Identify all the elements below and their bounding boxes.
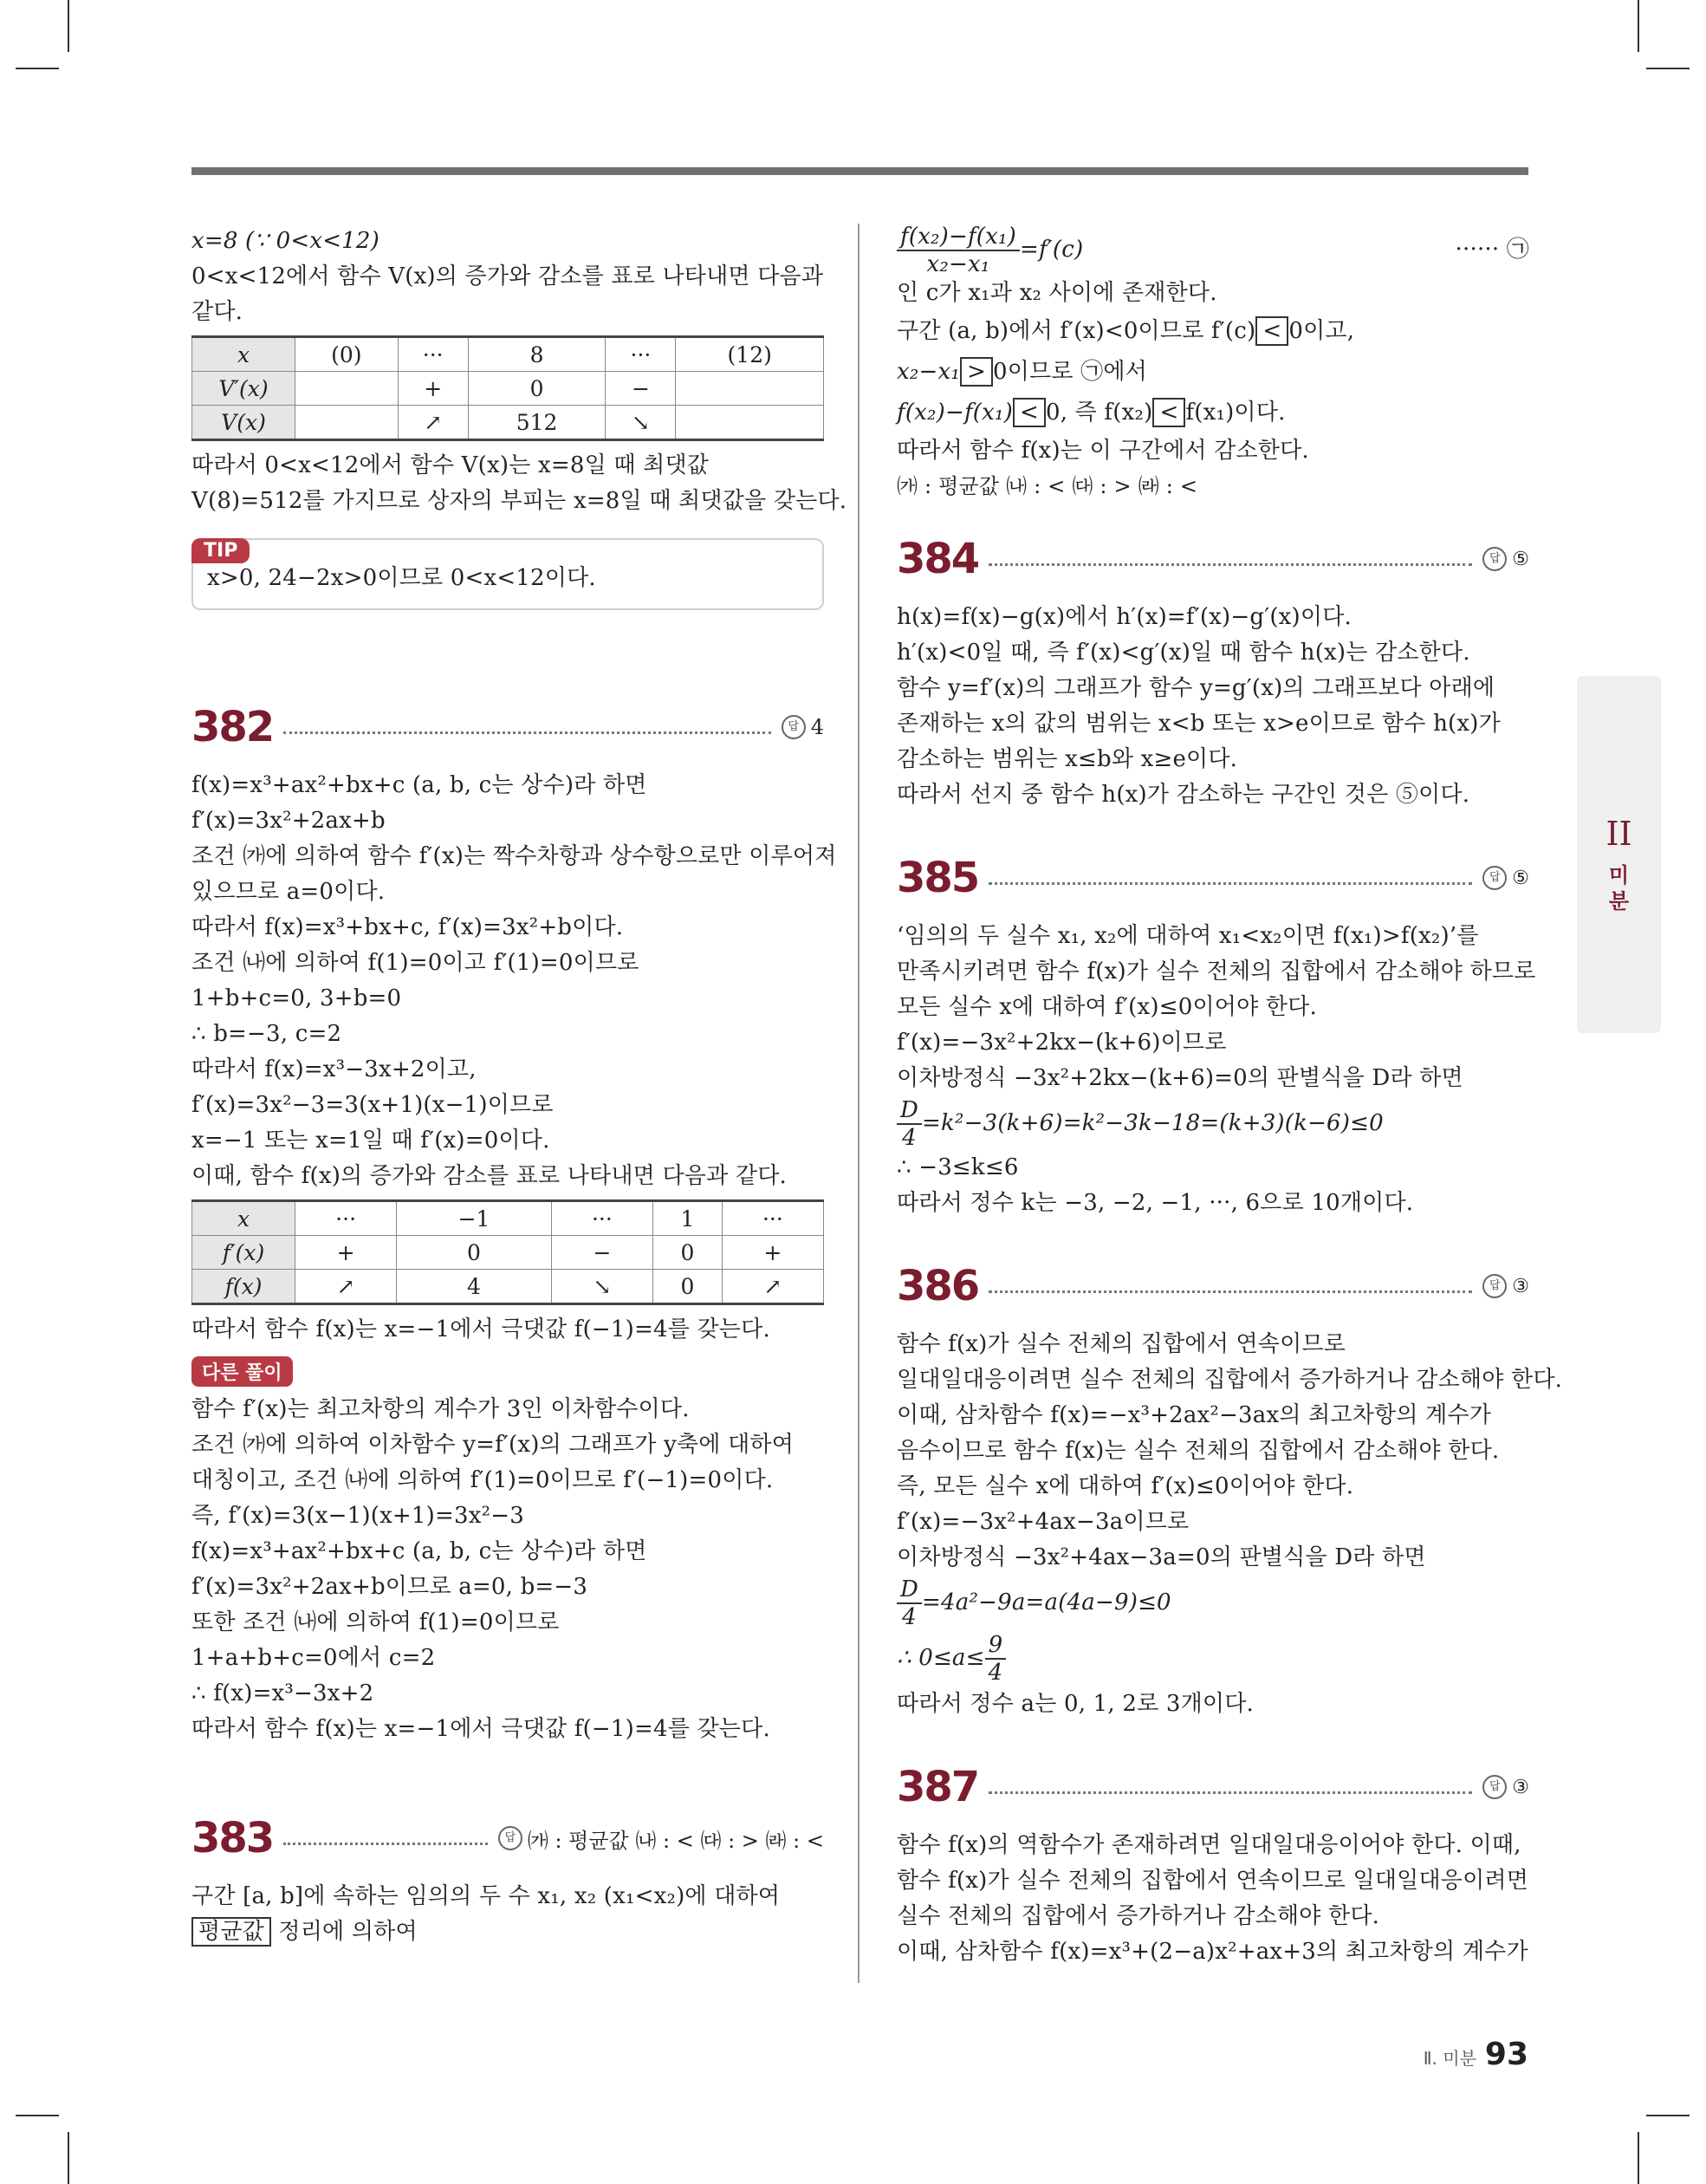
- boxed-answer: <: [1013, 398, 1046, 427]
- solution-text: f(x₁)이다.: [1185, 400, 1286, 426]
- table-cell: 1: [653, 1201, 723, 1236]
- answer-value: ⑤: [1512, 548, 1529, 570]
- alt-solution-line: f′(x)=3x²+2ax+b이므로 a=0, b=−3: [191, 1574, 588, 1600]
- problem-385-header: [897, 848, 1529, 908]
- table-cell: ···: [722, 1201, 823, 1236]
- solution-line: [897, 311, 1529, 352]
- solution-line: 함수 f(x)가 실수 전체의 집합에서 연속이므로: [897, 1331, 1346, 1357]
- problem-number: 383: [191, 1814, 274, 1862]
- table-row: [192, 1270, 824, 1304]
- solution-line: 따라서 f(x)=x³−3x+2이고,: [191, 1056, 477, 1082]
- table-cell: V′(x): [192, 372, 295, 406]
- fraction: [897, 224, 1020, 277]
- table-cell: +: [398, 372, 468, 406]
- table-cell: [676, 372, 824, 406]
- discriminant-equation: [897, 1576, 1529, 1629]
- solution-line: 따라서 선지 중 함수 h(x)가 감소하는 구간인 것은 ⑤이다.: [897, 782, 1470, 808]
- answer-value: ⑤: [1512, 867, 1529, 889]
- footer-chapter-label: Ⅱ. 미분: [1423, 2048, 1476, 2069]
- solution-text: 0이고,: [1288, 318, 1355, 344]
- solution-line: [897, 352, 1529, 393]
- equation-text: ∴ 0≤a≤: [897, 1645, 985, 1671]
- alt-solution-line: 조건 ㈎에 의하여 이차함수 y=f′(x)의 그래프가 y축에 대하여: [191, 1432, 795, 1458]
- problem-384-header: [897, 529, 1529, 589]
- table-row: [192, 372, 824, 406]
- table-cell: 0: [653, 1270, 723, 1304]
- boxed-answer: <: [1152, 398, 1185, 427]
- solution-text: 0, 즉 f(x₂): [1045, 400, 1153, 426]
- table-cell: ···: [295, 1201, 397, 1236]
- answer: [782, 715, 824, 739]
- solution-line: 인 c가 x₁과 x₂ 사이에 존재한다.: [897, 280, 1217, 306]
- table-cell: −1: [397, 1201, 552, 1236]
- solution-line: f(x)=x³+ax²+bx+c (a, b, c는 상수)라 하면: [191, 772, 647, 798]
- solution-text: f(x₂)−f(x₁): [897, 400, 1013, 426]
- solution-line: 함수 f(x)의 역함수가 존재하려면 일대일대응이어야 한다. 이때,: [897, 1832, 1521, 1858]
- solution-line: 만족시키려면 함수 f(x)가 실수 전체의 집합에서 감소해야 하므로: [897, 959, 1536, 985]
- alt-solution-line: 1+a+b+c=0에서 c=2: [191, 1645, 436, 1671]
- solution-line: 있으므로 a=0이다.: [191, 879, 386, 905]
- table-cell: ↘: [551, 1270, 652, 1304]
- column-divider: [858, 224, 859, 1983]
- solution-line: h′(x)<0일 때, 즉 f′(x)<g′(x)일 때 함수 h(x)는 감소한다.: [897, 640, 1470, 666]
- crop-mark: [1646, 68, 1690, 69]
- crop-mark: [1638, 0, 1639, 52]
- solution-line: x=−1 또는 x=1일 때 f′(x)=0이다.: [191, 1128, 550, 1154]
- table-cell: V(x): [192, 406, 295, 440]
- solution-line: ∴ b=−3, c=2: [191, 1021, 342, 1047]
- fraction-numerator: D: [897, 1576, 922, 1604]
- table-cell: 0: [653, 1236, 723, 1270]
- table-cell: x: [192, 337, 295, 372]
- table-row: [192, 1236, 824, 1270]
- tip-content: [191, 538, 824, 610]
- table-cell: x: [192, 1201, 295, 1236]
- boxed-answer: <: [1255, 316, 1288, 346]
- tip-badge: TIP: [191, 538, 250, 563]
- alt-solution-line: 따라서 함수 f(x)는 x=−1에서 극댓값 f(−1)=4를 갖는다.: [191, 1716, 770, 1742]
- answer-icon: 답: [1482, 1274, 1507, 1298]
- answer-value: ㈎ : 평균값 ㈏ : < ㈐ : > ㈑ : <: [527, 1828, 824, 1853]
- problem-383-header: [191, 1808, 824, 1869]
- solution-line: f′(x)=3x²−3=3(x+1)(x−1)이므로: [191, 1092, 554, 1118]
- crop-mark: [68, 2132, 69, 2184]
- answer-icon: 답: [1482, 547, 1507, 571]
- fraction: [985, 1632, 1007, 1686]
- table-cell: ↗: [722, 1270, 823, 1304]
- solution-line: 존재하는 x의 값의 범위는 x<b 또는 x>e이므로 함수 h(x)가: [897, 711, 1501, 737]
- chapter-roman-numeral: II: [1605, 815, 1632, 853]
- table-cell: [295, 372, 399, 406]
- fraction-denominator: x₂−x₁: [926, 251, 990, 277]
- problem-number: 385: [897, 854, 979, 902]
- table-cell: 512: [468, 406, 606, 440]
- answer: [498, 1823, 824, 1854]
- page-footer: [1424, 2037, 1528, 2072]
- solution-line: 조건 ㈏에 의하여 f(1)=0이고 f′(1)=0이므로: [191, 950, 639, 976]
- alt-solution-line: 또한 조건 ㈏에 의하여 f(1)=0이므로: [191, 1609, 560, 1635]
- solution-line: 따라서 함수 f(x)는 이 구간에서 감소한다.: [897, 438, 1309, 464]
- conclusion-line: 따라서 0<x<12에서 함수 V(x)는 x=8일 때 최댓값: [191, 452, 710, 478]
- solution-line: [191, 1914, 824, 1950]
- answer: [1482, 1274, 1529, 1298]
- table-row: [192, 337, 824, 372]
- table-row: [192, 1201, 824, 1236]
- mvt-equation: [897, 224, 1529, 276]
- solution-line: [897, 393, 1529, 433]
- table-cell: f′(x): [192, 1236, 295, 1270]
- crop-mark: [16, 2115, 59, 2116]
- solution-line: h(x)=f(x)−g(x)에서 h′(x)=f′(x)−g′(x)이다.: [897, 604, 1352, 630]
- dotted-leader: [989, 1290, 1472, 1293]
- dotted-leader: [989, 1791, 1472, 1794]
- equation-text: =k²−3(k+6)=k²−3k−18=(k+3)(k−6)≤0: [922, 1110, 1384, 1136]
- solution-line: f′(x)=−3x²+4ax−3a이므로: [897, 1509, 1190, 1535]
- answer: [1482, 1775, 1529, 1799]
- solution-line: ㈎ : 평균값 ㈏ : < ㈐ : > ㈑ : <: [897, 474, 1198, 498]
- table-cell: ···: [606, 337, 676, 372]
- problem-386-header: [897, 1256, 1529, 1316]
- problem-382-header: [191, 697, 824, 757]
- table-cell: f(x): [192, 1270, 295, 1304]
- right-column: [897, 224, 1563, 1970]
- solution-line: 구간 [a, b]에 속하는 임의의 두 수 x₁, x₂ (x₁<x₂)에 대하여: [191, 1883, 781, 1909]
- fraction-numerator: f(x₂)−f(x₁): [897, 224, 1020, 251]
- solution-text: 0이므로 ㉠에서: [992, 359, 1147, 385]
- table-cell: +: [295, 1236, 397, 1270]
- answer-icon: 답: [782, 715, 806, 739]
- answer-icon: 답: [1482, 866, 1507, 890]
- solution-line: 따라서 정수 k는 −3, −2, −1, ···, 6으로 10개이다.: [897, 1190, 1414, 1216]
- alt-solution-line: ∴ f(x)=x³−3x+2: [191, 1680, 374, 1706]
- problem-number: 387: [897, 1763, 979, 1811]
- solution-text: x₂−x₁: [897, 359, 960, 385]
- equation-marker: ······ ㉠: [1455, 237, 1529, 263]
- table-cell: ↘: [606, 406, 676, 440]
- alternative-solution-badge: 다른 풀이: [191, 1356, 293, 1387]
- conclusion-line: V(8)=512를 가지므로 상자의 부피는 x=8일 때 최댓값을 갖는다.: [191, 488, 847, 514]
- answer-value: 4: [810, 715, 824, 739]
- tip-text: x>0, 24−2x>0이므로 0<x<12이다.: [207, 565, 596, 591]
- boxed-answer: >: [960, 357, 993, 387]
- fraction: [897, 1097, 922, 1151]
- table-cell: +: [722, 1236, 823, 1270]
- variation-table-vx: [191, 335, 824, 441]
- dotted-leader: [283, 1843, 488, 1845]
- table-cell: −: [551, 1236, 652, 1270]
- solution-line: 이때, 삼차함수 f(x)=x³+(2−a)x²+ax+3의 최고차항의 계수가: [897, 1939, 1528, 1965]
- solution-text: 구간 (a, b)에서 f′(x)<0이므로 f′(c): [897, 318, 1256, 344]
- dotted-leader: [989, 882, 1472, 885]
- answer: [1482, 547, 1529, 571]
- table-cell: ↗: [398, 406, 468, 440]
- solution-line: 즉, 모든 실수 x에 대하여 f′(x)≤0이어야 한다.: [897, 1473, 1354, 1499]
- table-cell: ···: [551, 1201, 652, 1236]
- alt-solution-line: 대칭이고, 조건 ㈏에 의하여 f′(1)=0이므로 f′(−1)=0이다.: [191, 1467, 774, 1493]
- solution-line: 따라서 f(x)=x³+bx+c, f′(x)=3x²+b이다.: [191, 914, 624, 940]
- crop-mark: [1638, 2132, 1639, 2184]
- chapter-side-tab: [1577, 676, 1661, 1033]
- solution-line: 감소하는 범위는 x≤b와 x≥e이다.: [897, 746, 1238, 772]
- equation-text: =4a²−9a=a(4a−9)≤0: [922, 1589, 1171, 1615]
- table-cell: 8: [468, 337, 606, 372]
- page-number: 93: [1484, 2037, 1528, 2072]
- problem-387-header: [897, 1757, 1529, 1817]
- solution-line: 1+b+c=0, 3+b=0: [191, 985, 402, 1011]
- solution-line: 모든 실수 x에 대하여 f′(x)≤0이어야 한다.: [897, 994, 1317, 1020]
- crop-mark: [68, 0, 69, 52]
- answer-icon: 답: [1482, 1775, 1507, 1799]
- table-cell: 4: [397, 1270, 552, 1304]
- solution-line: f′(x)=3x²+2ax+b: [191, 808, 386, 834]
- crop-mark: [16, 68, 59, 69]
- fraction-denominator: 4: [988, 1660, 1003, 1686]
- table-cell: ↗: [295, 1270, 397, 1304]
- table-cell: [676, 406, 824, 440]
- problem-number: 384: [897, 535, 979, 583]
- fraction-numerator: 9: [985, 1632, 1007, 1660]
- solution-line: f′(x)=−3x²+2kx−(k+6)이므로: [897, 1030, 1227, 1056]
- left-column: [191, 224, 847, 1950]
- solution-line: 함수 y=f′(x)의 그래프가 함수 y=g′(x)의 그래프보다 아래에: [897, 675, 1495, 701]
- solution-line: 이때, 삼차함수 f(x)=−x³+2ax²−3ax의 최고차항의 계수가: [897, 1402, 1492, 1428]
- solution-line: 실수 전체의 집합에서 증가하거나 감소해야 한다.: [897, 1903, 1380, 1929]
- alt-solution-line: f(x)=x³+ax²+bx+c (a, b, c는 상수)라 하면: [191, 1538, 647, 1564]
- solution-text: 정리에 의하여: [270, 1919, 418, 1945]
- top-rule: [191, 167, 1528, 175]
- answer: [1482, 866, 1529, 890]
- solution-line: 이차방정식 −3x²+2kx−(k+6)=0의 판별식을 D라 하면: [897, 1065, 1463, 1091]
- alt-solution-line: 함수 f′(x)는 최고차항의 계수가 3인 이차함수이다.: [191, 1396, 690, 1422]
- fraction-denominator: 4: [902, 1604, 917, 1630]
- solution-line: 따라서 함수 f(x)는 x=−1에서 극댓값 f(−1)=4를 갖는다.: [191, 1316, 770, 1342]
- solution-line: 함수 f(x)가 실수 전체의 집합에서 연속이므로 일대일대응이려면: [897, 1868, 1529, 1894]
- solution-line: 따라서 정수 a는 0, 1, 2로 3개이다.: [897, 1691, 1255, 1717]
- solution-line: ∴ −3≤k≤6: [897, 1154, 1019, 1180]
- problem-number: 386: [897, 1262, 979, 1310]
- fraction-numerator: D: [897, 1097, 922, 1125]
- answer-icon: 답: [498, 1826, 522, 1850]
- table-cell: −: [606, 372, 676, 406]
- dotted-leader: [989, 563, 1472, 566]
- table-row: [192, 406, 824, 440]
- equation-text: =f′(c): [1019, 237, 1084, 263]
- intro-line: x=8 (∵ 0<x<12): [191, 228, 380, 254]
- solution-line: 이차방정식 −3x²+4ax−3a=0의 판별식을 D라 하면: [897, 1544, 1426, 1570]
- answer-value: ③: [1512, 1776, 1529, 1798]
- solution-line: 일대일대응이려면 실수 전체의 집합에서 증가하거나 감소해야 한다.: [897, 1367, 1563, 1393]
- table-cell: 0: [397, 1236, 552, 1270]
- discriminant-equation: [897, 1096, 1529, 1150]
- solution-line: 이때, 함수 f(x)의 증가와 감소를 표로 나타내면 다음과 같다.: [191, 1163, 787, 1189]
- table-cell: ···: [398, 337, 468, 372]
- boxed-answer: 평균값: [191, 1917, 271, 1947]
- crop-mark: [1646, 2115, 1690, 2116]
- solution-line: 음수이므로 함수 f(x)는 실수 전체의 집합에서 감소해야 한다.: [897, 1438, 1500, 1464]
- table-cell: 0: [468, 372, 606, 406]
- variation-table-fx: [191, 1199, 824, 1305]
- inequality-line: [897, 1629, 1529, 1687]
- tip-box: [191, 538, 824, 610]
- table-cell: [295, 406, 399, 440]
- fraction: [897, 1576, 922, 1630]
- intro-line: 같다.: [191, 299, 243, 325]
- answer-value: ③: [1512, 1275, 1529, 1297]
- table-cell: (12): [676, 337, 824, 372]
- chapter-side-label: 미 분: [1608, 863, 1630, 913]
- problem-number: 382: [191, 703, 274, 751]
- table-cell: (0): [295, 337, 399, 372]
- alt-solution-line: 즉, f′(x)=3(x−1)(x+1)=3x²−3: [191, 1503, 524, 1529]
- solution-line: ‘임의의 두 실수 x₁, x₂에 대하여 x₁<x₂이면 f(x₁)>f(x₂)’를: [897, 923, 1479, 949]
- fraction-denominator: 4: [902, 1125, 917, 1151]
- solution-line: 조건 ㈎에 의하여 함수 f′(x)는 짝수차항과 상수항으로만 이루어져: [191, 843, 837, 869]
- dotted-leader: [283, 731, 771, 734]
- intro-line: 0<x<12에서 함수 V(x)의 증가와 감소를 표로 나타내면 다음과: [191, 263, 824, 289]
